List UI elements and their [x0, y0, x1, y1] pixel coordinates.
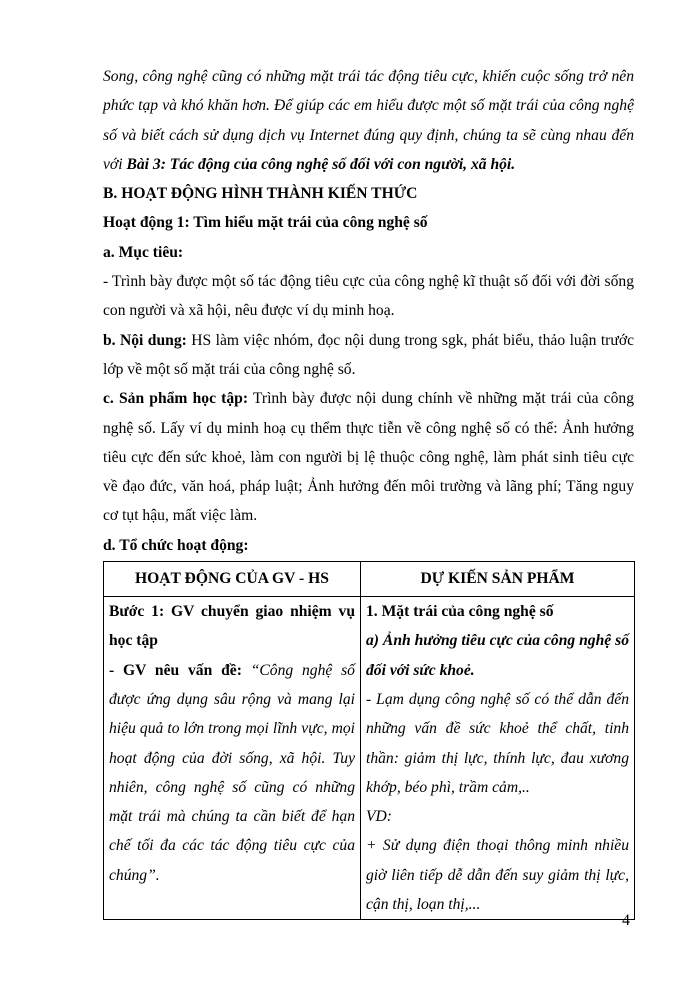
product-label: c. Sản phẩm học tập: — [103, 390, 249, 408]
step-title: Bước 1: GV chuyển giao nhiệm vụ học tập — [109, 603, 355, 650]
product-body: - Lạm dụng công nghệ số có thể dẫn đến những vấn đề sức khoẻ thể chất, tinh thần: giảm thị lực, thính lực, đau xương khớp, béo phì, trầm cảm,.. — [366, 690, 629, 796]
content-label: b. Nội dung: — [103, 331, 187, 349]
table-header-row — [104, 562, 635, 597]
product-text: Trình bày được nội dung chính về những mặt trái của công nghệ số. Lấy ví dụ minh hoạ cụ thểm thực tiễn về công nghệ số có thể: Ảnh hưởng tiêu cực đến sức khoẻ, làm con người bị lệ thuộc công nghệ, làm phát sinh tiêu cực về đạo đức, văn hoá, pháp luật; Ảnh hưởng đến môi trường và lãng phí; Tăng nguy cơ tụt hậu, mất việc làm. — [103, 390, 634, 525]
document-page — [103, 62, 634, 920]
section-title: B. HOẠT ĐỘNG HÌNH THÀNH KIẾN THỨC — [103, 185, 418, 203]
content-paragraph — [103, 326, 634, 385]
intro-text: Song, công nghệ cũng có những mặt trái tác động tiêu cực, khiến cuộc sống trở nên phức tạp và khó khăn hơn. Để giúp các em hiểu được một số mặt trái của công nghệ số và biết cách sử dụng dịch vụ Internet đúng quy định, chúng ta sẽ cùng nhau đến với — [103, 68, 634, 173]
product-subheading: a) Ảnh hưởng tiêu cực của công nghệ số đối với sức khoẻ. — [366, 632, 629, 679]
header-expected-product: DỰ KIẾN SẢN PHẨM — [361, 562, 635, 597]
left-cell — [104, 597, 361, 920]
intro-paragraph — [103, 62, 634, 179]
organize-label: d. Tổ chức hoạt động: — [103, 536, 249, 554]
header-teacher-student: HOẠT ĐỘNG CỦA GV - HS — [104, 562, 361, 597]
activity-table — [103, 561, 635, 920]
page-number: 4 — [622, 912, 630, 929]
quote-text: “Công nghệ số được ứng dụng sâu rộng và mang lại hiệu quả to lớn trong mọi lĩnh vực, mọi hoạt động của đời sống, xã hội. Tuy nhiên, công nghệ số cũng có những mặt trái mà chúng ta cần biết để hạn chế tối đa các tác động tiêu cực của chúng”. — [109, 661, 355, 884]
product-paragraph — [103, 384, 634, 530]
objective-label: a. Mục tiêu: — [103, 243, 184, 261]
table-row — [104, 597, 635, 920]
example-label: VD: — [366, 808, 392, 826]
right-cell — [361, 597, 635, 920]
activity-title: Hoạt động 1: Tìm hiểu mặt trái của công nghệ số — [103, 214, 428, 232]
content-text: HS làm việc nhóm, đọc nội dung trong sgk, phát biểu, thảo luận trước lớp về một số mặt trái của công nghệ số. — [103, 331, 634, 378]
example-text: + Sử dụng điện thoại thông minh nhiều giờ liên tiếp dễ dẫn đến suy giảm thị lực, cận thị, loạn thị,... — [366, 837, 629, 914]
lesson-title: Bài 3: Tác động của công nghệ số đối với con người, xã hội. — [126, 155, 516, 173]
quote-lead: - GV nêu vấn đề: — [109, 661, 251, 679]
teacher-quote-paragraph — [109, 656, 355, 890]
product-heading: 1. Mặt trái của công nghệ số — [366, 603, 554, 621]
objective-text: - Trình bày được một số tác động tiêu cực của công nghệ kĩ thuật số đối với đời sống con người và xã hội, nêu được ví dụ minh hoạ. — [103, 273, 634, 320]
